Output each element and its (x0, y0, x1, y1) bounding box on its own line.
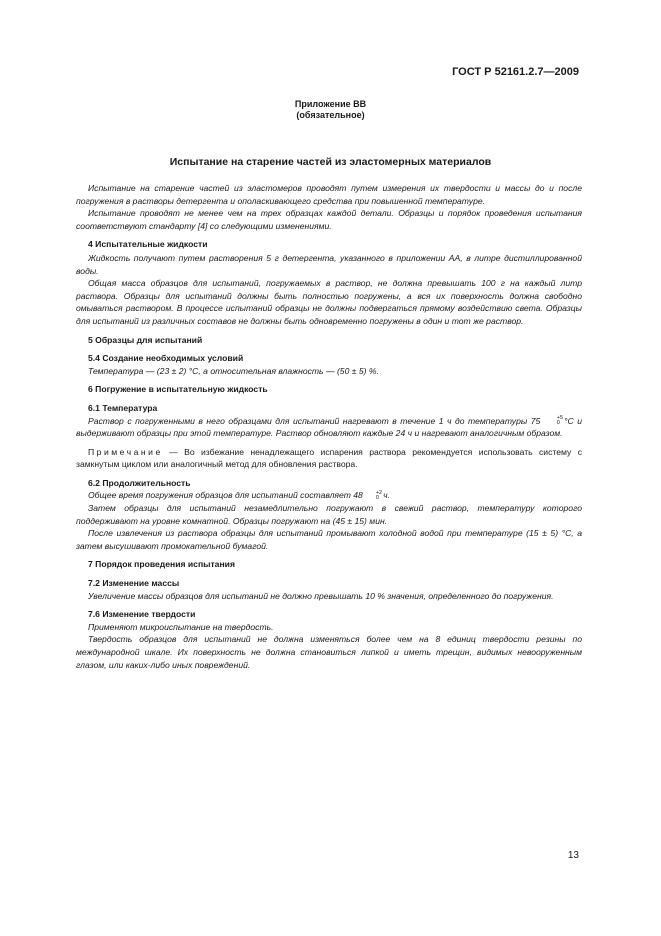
paragraph (76, 415, 582, 440)
paragraph: Применяют микроиспытание на твердость. (88, 621, 274, 632)
section-heading: 6 Погружение в испытательную жидкость (88, 384, 268, 395)
paragraph: Температура — (23 ± 2) °С, а относительная влажность — (50 ± 5) %. (88, 365, 379, 376)
subsection-heading: 6.2 Продолжительность (88, 477, 191, 488)
tolerance-superscript (364, 491, 382, 502)
tolerance-lower: 0 (556, 420, 560, 427)
text-fragment: Общее время погружения образцов для испытаний составляет 48 (88, 490, 363, 501)
standard-header: ГОСТ Р 52161.2.7—2009 (452, 66, 579, 78)
appendix-block (0, 99, 661, 121)
appendix-title: Приложение ВВ (294, 99, 367, 109)
note-paragraph (76, 446, 582, 471)
subsection-heading: 7.2 Изменение массы (88, 578, 180, 589)
intro-paragraph: Испытание на старение частей из эластомеров проводят путем измерения их твердости и массы до и после погружения в растворы детергента и ополаскивающего средства при повышенной температуре. (76, 183, 582, 206)
paragraph (76, 489, 582, 502)
subsection-heading: 7.6 Изменение твердости (88, 609, 196, 620)
text-fragment: Раствор с погруженными в него образцами для испытаний нагревают в течение 1 ч до температуры 75 (88, 415, 541, 426)
text-fragment: °С и выдерживают образцы при этой температуре. Раствор обновляют каждые 24 ч и нагревают аналогичным образом. (76, 415, 582, 439)
paragraph: Общая масса образцов для испытаний, погружаемых в раствор, не должна превышать 100 г на каждый литр раствора. Образцы для испытаний должны быть полностью погружены, а вся их поверхность должна свободно омываться раствором. В процессе испытаний образцы не должны подвергаться прямому воздействию света. Образцы для испытаний из различных составов не должны быть одновременно погружены в один и тот же раствор. (76, 278, 582, 326)
note-text: — Во избежание ненадлежащего испарения раствора рекомендуется использовать систему с замкнутым циклом или аналогичный метод для обновления раствора. (76, 446, 582, 470)
section-heading: 4 Испытательные жидкости (88, 239, 208, 250)
paragraph: Жидкость получают путем растворения 5 г детергента, указанного в приложении АА, в литре дистиллированной воды. (76, 252, 582, 276)
tolerance-superscript (545, 416, 563, 427)
tolerance-lower: 0 (375, 495, 379, 502)
appendix-status: (обязательное) (296, 110, 365, 120)
subsection-heading: 6.1 Температура (88, 402, 158, 413)
page-number: 13 (567, 850, 579, 861)
subsection-heading: 5.4 Создание необходимых условий (88, 353, 244, 364)
paragraph: Твердость образцов для испытаний не должна изменяться более чем на 8 единиц твердости резины по международной шкале. Их поверхность не должна становиться липкой и иметь трещин, видимых невооруженным глазом, или каких-либо иных повреждений. (76, 634, 582, 670)
paragraph: После извлечения из раствора образцы для испытаний промывают холодной водой при температуре (15 ± 5) °С, а затем высушивают промокательной бумагой. (76, 528, 582, 551)
document-body (76, 182, 582, 671)
intro-paragraph: Испытание проводят не менее чем на трех образцах каждой детали. Образцы и порядок проведения испытания соответствуют стандарту [4] со следующими изменениями. (76, 208, 582, 231)
paragraph: Увеличение массы образцов для испытаний не должно превышать 10 % значения, определенного до погружения. (88, 590, 554, 601)
note-label: Примечание (88, 446, 163, 457)
section-heading: 5 Образцы для испытаний (88, 334, 203, 345)
text-fragment: ч. (383, 490, 390, 501)
paragraph: Затем образцы для испытаний незамедлительно погружают в свежий раствор, температуру которого поддерживают на уровне комнатной. Образцы погружают на (45 ± 15) мин. (76, 503, 582, 526)
tolerance-upper: +2 (375, 489, 383, 496)
section-heading: 7 Порядок проведения испытания (88, 559, 235, 570)
tolerance-upper: +5 (556, 414, 564, 421)
document-title: Испытание на старение частей из эластомерных материалов (169, 156, 492, 168)
